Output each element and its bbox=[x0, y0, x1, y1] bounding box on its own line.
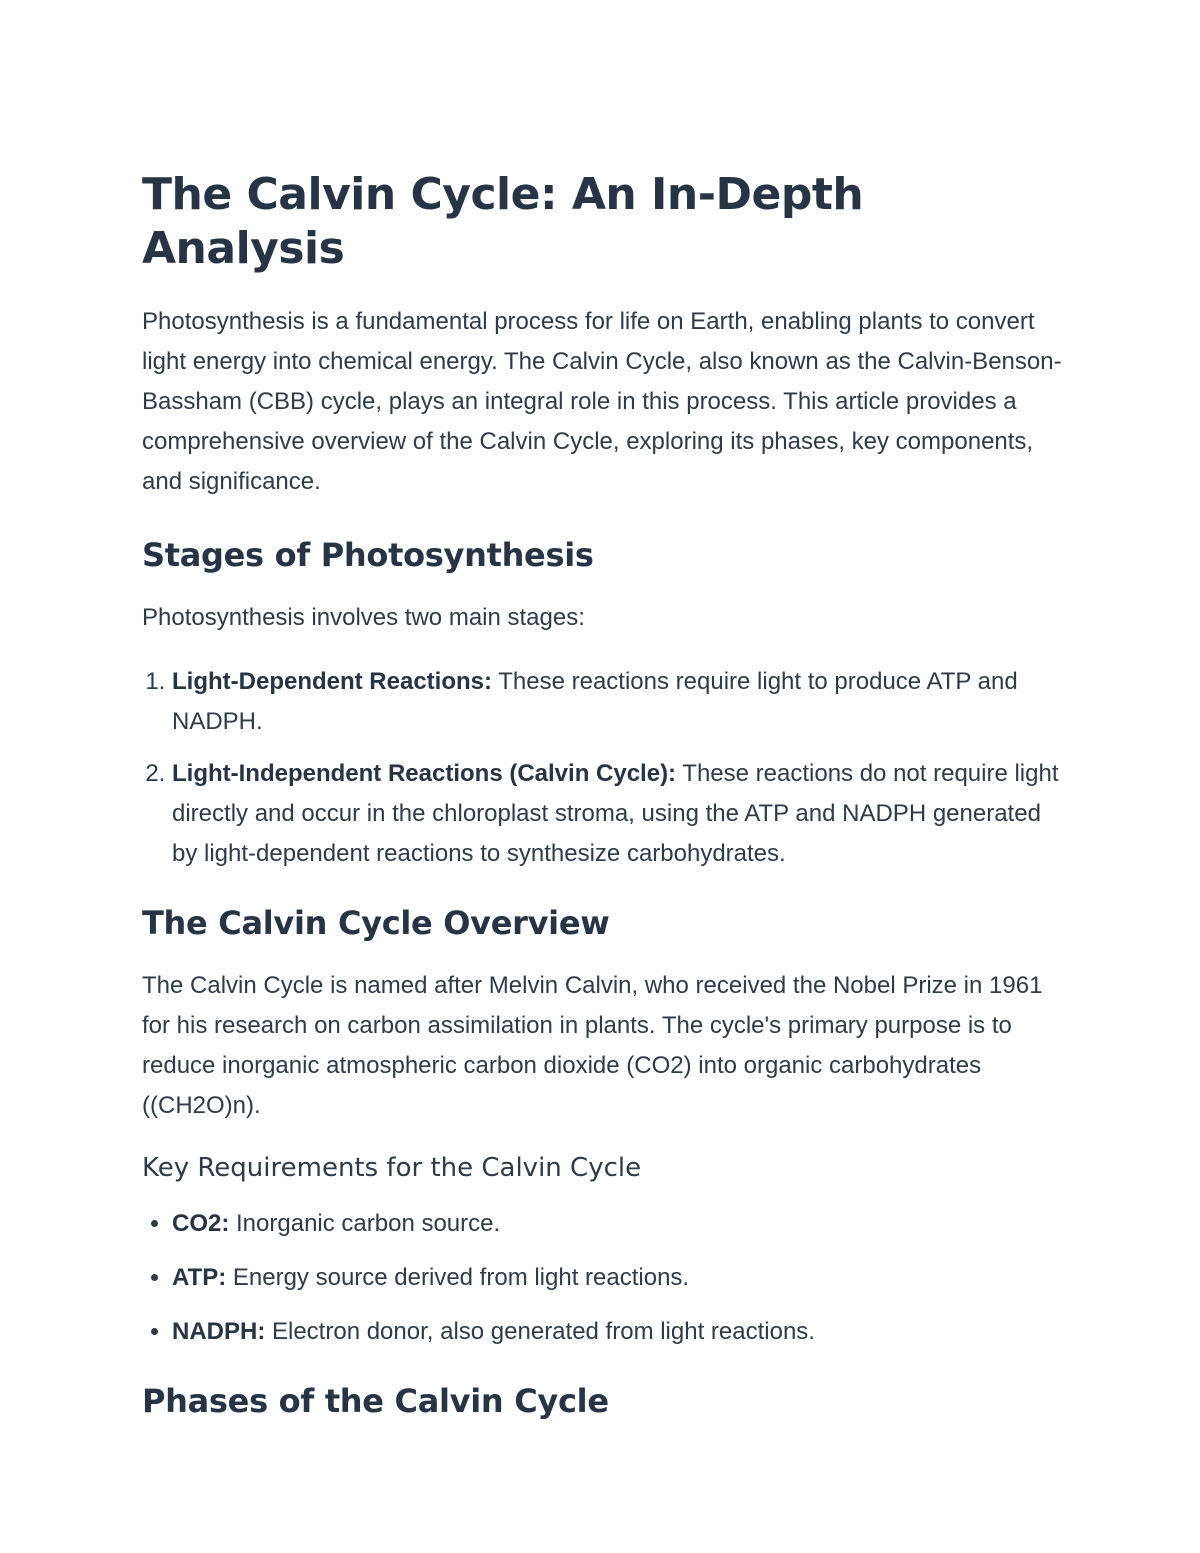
overview-paragraph: The Calvin Cycle is named after Melvin Calvin, who received the Nobel Prize in 1961 for his research on carbon assimilation in plants. The cycle's primary purpose is to reduce inorganic atmospheric carbon dioxide (CO2) into organic carbohydrates ((CH2O)n). bbox=[142, 972, 1043, 1119]
list-item-text: These reactions do not require light directly and occur in the chloroplast stroma, using the ATP and NADPH generated by light-dependent reactions to synthesize carbohydrates. bbox=[172, 760, 1059, 867]
stages-lead: Photosynthesis involves two main stages: bbox=[142, 604, 585, 631]
list-item-term: Light-Dependent Reactions: bbox=[172, 668, 493, 695]
list-item-text: Electron donor, also generated from light reactions. bbox=[265, 1318, 815, 1345]
list-item-text: These reactions require light to produce ATP and NADPH. bbox=[172, 668, 1018, 735]
list-item-term: CO2: bbox=[172, 1210, 230, 1237]
list-item-term: NADPH: bbox=[172, 1318, 266, 1345]
intro-paragraph: Photosynthesis is a fundamental process for life on Earth, enabling plants to convert light energy into chemical energy. The Calvin Cycle, also known as the Calvin-Benson-Bassham (CBB) cycle, plays an integral role in this process. This article provides a comprehensive overview of the Calvin Cycle, exploring its phases, key components, and significance. bbox=[142, 308, 1062, 495]
requirements-list bbox=[142, 1204, 1062, 1352]
section-heading-stages: Stages of Photosynthesis bbox=[142, 536, 594, 574]
section-heading-overview: The Calvin Cycle Overview bbox=[142, 904, 610, 942]
list-item-term: ATP: bbox=[172, 1264, 227, 1291]
list-item-term: Light-Independent Reactions (Calvin Cycle): bbox=[172, 760, 677, 787]
subsection-heading-requirements: Key Requirements for the Calvin Cycle bbox=[142, 1153, 642, 1183]
list-item bbox=[172, 1312, 1062, 1352]
list-item bbox=[172, 754, 1062, 874]
document-page bbox=[142, 168, 1062, 1444]
list-item bbox=[172, 1204, 1062, 1244]
page-title: The Calvin Cycle: An In-Depth Analysis bbox=[142, 169, 864, 274]
stages-list bbox=[142, 662, 1062, 874]
list-item-text: Inorganic carbon source. bbox=[229, 1210, 501, 1237]
list-item bbox=[172, 1258, 1062, 1298]
list-item-text: Energy source derived from light reactions. bbox=[226, 1264, 690, 1291]
list-item bbox=[172, 662, 1062, 742]
section-heading-phases: Phases of the Calvin Cycle bbox=[142, 1382, 609, 1420]
